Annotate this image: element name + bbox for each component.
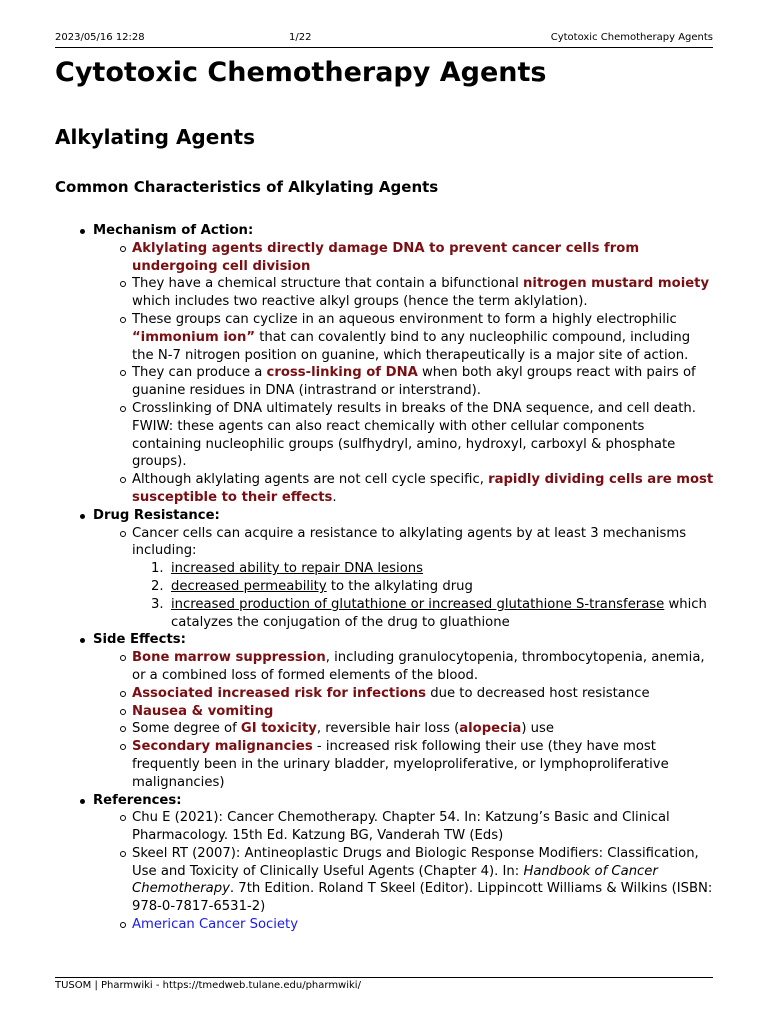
list-item-mechanism bbox=[93, 222, 715, 507]
page-number: 1/22 bbox=[289, 32, 312, 43]
print-doc-title: Cytotoxic Chemotherapy Agents bbox=[550, 32, 713, 43]
resistance-mechanisms bbox=[132, 560, 715, 631]
side-effects-sublist bbox=[93, 649, 715, 791]
list-item: Associated increased risk for infections due to decreased host resistance bbox=[132, 685, 715, 703]
list-item: These groups can cyclize in an aqueous environment to form a highly electrophilic “immonium ion” that can covalently bind to any nucleophilic compound, including the N-7 nitrogen position on guanine, which therapeutically is a major site of action. bbox=[132, 311, 715, 364]
references-sublist bbox=[93, 809, 715, 934]
list-item: 1. increased ability to repair DNA lesions bbox=[151, 561, 424, 577]
list-item: Nausea & vomiting bbox=[132, 703, 715, 721]
print-datetime: 2023/05/16 12:28 bbox=[55, 32, 145, 43]
references-label: References: bbox=[93, 792, 182, 808]
main-content bbox=[55, 222, 715, 934]
list-item: Some degree of GI toxicity, reversible hair loss (alopecia) use bbox=[132, 720, 715, 738]
print-header bbox=[55, 32, 713, 46]
characteristics-list bbox=[55, 222, 715, 934]
list-item bbox=[132, 916, 715, 934]
american-cancer-society-link[interactable]: American Cancer Society bbox=[132, 917, 299, 933]
list-item: 2. decreased permeability to the alkylating drug bbox=[151, 578, 473, 594]
footer-rule bbox=[55, 977, 713, 978]
list-item: Cancer cells can acquire a resistance to alkylating agents by at least 3 mechanisms including: 1. increased ability to repair DNA lesions 2. decreased permeability to the alkylating drug 3. increased production of glutathione or increased glutathione S-transferase which catalyzes the conjugation of the drug to gluathione bbox=[132, 525, 715, 632]
list-item-resistance bbox=[93, 507, 715, 632]
print-footer: TUSOM | Pharmwiki - https://tmedweb.tulane.edu/pharmwiki/ bbox=[55, 980, 361, 991]
mechanism-sublist bbox=[93, 240, 715, 507]
list-item: Chu E (2021): Cancer Chemotherapy. Chapter 54. In: Katzung’s Basic and Clinical Pharmacology. 15th Ed. Katzung BG, Vanderah TW (Eds) bbox=[132, 809, 715, 845]
subsection-heading: Common Characteristics of Alkylating Agents bbox=[55, 178, 439, 196]
list-item-references bbox=[93, 792, 715, 934]
list-item: Although aklylating agents are not cell cycle specific, rapidly dividing cells are most susceptible to their effects. bbox=[132, 472, 714, 505]
resistance-label: Drug Resistance: bbox=[93, 507, 220, 523]
mechanism-label: Mechanism of Action: bbox=[93, 223, 254, 238]
list-item-side-effects bbox=[93, 631, 715, 791]
list-item: Aklylating agents directly damage DNA to prevent cancer cells from undergoing cell division bbox=[132, 240, 715, 276]
list-item: Crosslinking of DNA ultimately results in breaks of the DNA sequence, and cell death. FWIW: these agents can also react chemically with other cellular components containing nucleophilic groups (sulfhydryl, amino, hydroxyl, carboxyl & phosphate groups). bbox=[132, 400, 715, 471]
list-item: Skeel RT (2007): Antineoplastic Drugs and Biologic Response Modifiers: Classification, Use and Toxicity of Clinically Useful Agents (Chapter 4). In: Handbook of Cancer Chemotherapy. 7th Edition. Roland T Skeel (Editor). Lippincott Williams & Wilkins (ISBN: 978-0-7817-6531-2) bbox=[132, 845, 715, 916]
list-item: 3. increased production of glutathione or increased glutathione S-transferase which catalyzes the conjugation of the drug to gluathione bbox=[151, 596, 707, 630]
list-item: They have a chemical structure that contain a bifunctional nitrogen mustard moiety which includes two reactive alkyl groups (hence the term aklylation). bbox=[132, 275, 715, 311]
list-item: Bone marrow suppression, including granulocytopenia, thrombocytopenia, anemia, or a combined loss of formed elements of the blood. bbox=[132, 649, 715, 685]
page-title: Cytotoxic Chemotherapy Agents bbox=[55, 57, 547, 88]
header-rule bbox=[55, 47, 713, 48]
list-item: Secondary malignancies - increased risk following their use (they have most frequently been in the urinary bladder, myeloproliferative, or lymphoproliferative malignancies) bbox=[132, 738, 715, 791]
side-effects-label: Side Effects: bbox=[93, 632, 186, 648]
list-item: They can produce a cross-linking of DNA when both akyl groups react with pairs of guanine residues in DNA (intrastrand or interstrand). bbox=[132, 364, 715, 400]
resistance-sublist bbox=[93, 525, 715, 632]
section-heading: Alkylating Agents bbox=[55, 125, 256, 149]
